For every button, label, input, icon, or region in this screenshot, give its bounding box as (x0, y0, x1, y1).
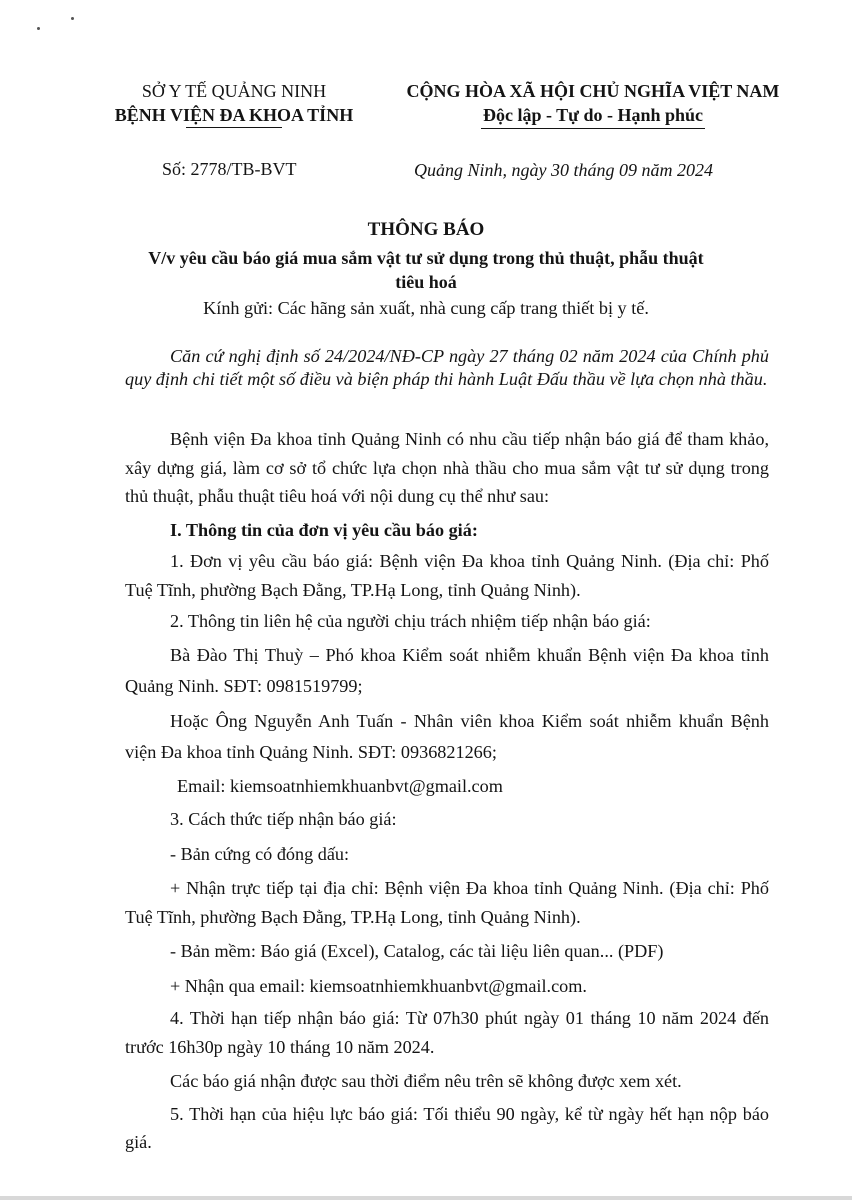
scan-bottom-edge (0, 1196, 852, 1200)
item-4: 4. Thời hạn tiếp nhận báo giá: Từ 07h30 phút ngày 01 tháng 10 năm 2024 đến trước 16h30p ngày 10 tháng 10 năm 2024. (125, 1008, 769, 1057)
softcopy-detail: + Nhận qua email: kiemsoatnhiemkhuanbvt@gmail.com. (170, 975, 587, 996)
agency-underline (186, 127, 282, 128)
recipient-line: Kính gửi: Các hãng sản xuất, nhà cung cấp trang thiết bị y tế. (203, 298, 649, 318)
intro-paragraph: Bệnh viện Đa khoa tỉnh Quảng Ninh có nhu cầu tiếp nhận báo giá để tham khảo, xây dựng giá, làm cơ sở tổ chức lựa chọn nhà thầu cho mua sắm vật tư sử dụng trong thủ thuật, phẫu thuật tiêu hoá với nội dung cụ thể như sau: (125, 429, 769, 506)
subject-line-1: V/v yêu cầu báo giá mua sắm vật tư sử dụng trong thủ thuật, phẫu thuật (148, 248, 704, 268)
section-1-heading: I. Thông tin của đơn vị yêu cầu báo giá: (170, 519, 478, 540)
motto-underline (481, 128, 705, 129)
place-and-date: Quảng Ninh, ngày 30 tháng 09 năm 2024 (414, 160, 713, 180)
legal-basis-block (125, 345, 769, 391)
item-2: 2. Thông tin liên hệ của người chịu trách nhiệm tiếp nhận báo giá: (170, 611, 651, 631)
late-note: Các báo giá nhận được sau thời điểm nêu trên sẽ không được xem xét. (170, 1071, 682, 1091)
document-number: Số: 2778/TB-BVT (162, 159, 297, 179)
softcopy-line: - Bản mềm: Báo giá (Excel), Catalog, các tài liệu liên quan... (PDF) (170, 941, 664, 961)
item-3: 3. Cách thức tiếp nhận báo giá: (170, 809, 397, 829)
item-1: 1. Đơn vị yêu cầu báo giá: Bệnh viện Đa khoa tỉnh Quảng Ninh. (Địa chỉ: Phố Tuệ Tĩnh, phường Bạch Đằng, TP.Hạ Long, tỉnh Quảng Ninh). (125, 551, 769, 600)
item-5: 5. Thời hạn của hiệu lực báo giá: Tối thiểu 90 ngày, kể từ ngày hết hạn nộp báo giá. (125, 1103, 769, 1152)
document-title: THÔNG BÁO (367, 219, 485, 240)
country-line-2: Độc lập - Tự do - Hạnh phúc (482, 105, 704, 125)
scan-speck (37, 27, 40, 30)
legal-basis: Căn cứ nghị định số 24/2024/NĐ-CP ngày 27 tháng 02 năm 2024 của Chính phủ quy định chi tiết một số điều và biện pháp thi hành Luật Đấu thầu về lựa chọn nhà thầu. (125, 346, 769, 389)
agency-line-2: BỆNH VIỆN ĐA KHOA TỈNH (114, 105, 354, 125)
country-line-1: CỘNG HÒA XÃ HỘI CHỦ NGHĨA VIỆT NAM (406, 81, 780, 101)
body-block (125, 425, 769, 1157)
hardcopy-line: - Bản cứng có đóng dấu: (170, 843, 350, 864)
agency-line-1: SỞ Y TẾ QUẢNG NINH (141, 81, 327, 101)
scan-speck (71, 17, 74, 20)
hardcopy-detail: + Nhận trực tiếp tại địa chỉ: Bệnh viện Đa khoa tỉnh Quảng Ninh. (Địa chỉ: Phố Tuệ Tĩnh, phường Bạch Đằng, TP.Hạ Long, tỉnh Quảng Ninh). (125, 878, 769, 927)
email-line: Email: kiemsoatnhiemkhuanbvt@gmail.com (177, 775, 503, 796)
contact-1: Bà Đào Thị Thuỳ – Phó khoa Kiểm soát nhiễm khuẩn Bệnh viện Đa khoa tỉnh Quảng Ninh. SĐT: 0981519799; (125, 644, 769, 696)
subject-line-2: tiêu hoá (395, 272, 457, 292)
contact-2: Hoặc Ông Nguyễn Anh Tuấn - Nhân viên khoa Kiểm soát nhiễm khuẩn Bệnh viện Đa khoa tỉnh Quảng Ninh. SĐT: 0936821266; (125, 710, 769, 762)
